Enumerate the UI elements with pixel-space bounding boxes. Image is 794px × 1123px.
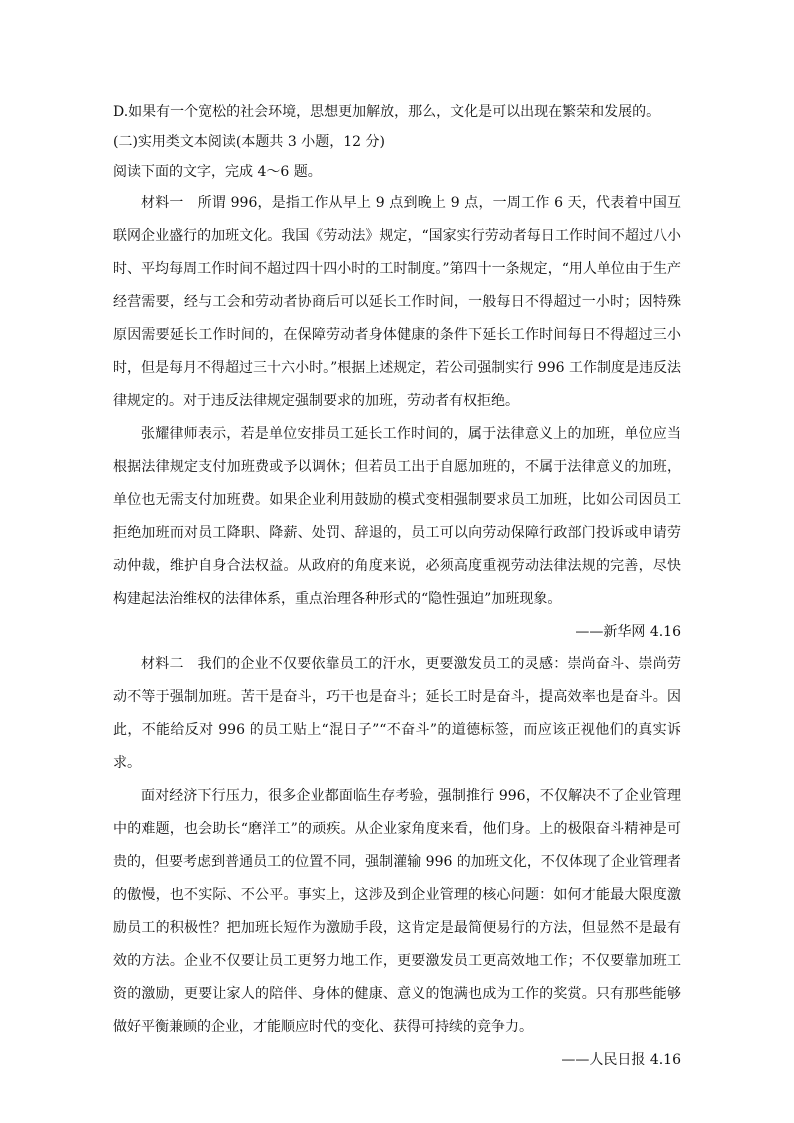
material1-source: ——新华网 4.16 <box>575 624 681 640</box>
material2-paragraph-2: 面对经济下行压力，很多企业都面临生存考验，强制推行 996，不仅解决不了企业管理中的难题，也会助长“磨洋工”的顽疾。从企业家角度来看，他们身。上的极限奋斗精神是可贵的，但要考虑到普通员工的位置不同，强制灌输 996 的加班文化，不仅体现了企业管理者的傲慢，也不实际、不公平。事实上，这涉及到企业管理的核心问题：如何才能最大限度激励员工的积极性？把加班长短作为激励手段，这肯定是最简便易行的方法，但显然不是最有效的方法。企业不仅要让员工更努力地工作，更要激发员工更高效地工作；不仅要靠加班工资的激励，更要让家人的陪伴、身体的健康、意义的饱满也成为工作的奖赏。只有那些能够做好平衡兼顾的企业，才能顺应时代的变化、获得可持续的竞争力。 <box>113 788 681 1035</box>
material2-paragraph-1 <box>113 648 681 780</box>
option-d: D.如果有一个宽松的社会环境，思想更加解放，那么，文化是可以出现在繁荣和发展的。 <box>113 104 661 120</box>
instruction: 阅读下面的文字，完成 4～6 题。 <box>113 164 322 180</box>
material1-paragraph-1-text: 所谓 996，是指工作从早上 9 点到晚上 9 点，一周工作 6 天，代表着中国互联网企业盛行的加班文化。我国《劳动法》规定，“国家实行劳动者每日工作时间不超过八小时、平均每周工作时间不超过四十四小时的工时制度。”第四十一条规定，“用人单位由于生产经营需要，经与工会和劳动者协商后可以延长工作时间，一般每日不得超过一小时；因特殊原因需要延长工作时间的，在保障劳动者身体健康的条件下延长工作时间每日不得超过三小时，但是每月不得超过三十六小时。”根据上述规定，若公司强制实行 996 工作制度是违反法律规定的。对于违反法律规定强制要求的加班，劳动者有权拒绝。 <box>113 195 682 409</box>
material2-paragraph-1-text: 我们的企业不仅要依靠员工的汗水，更要激发员工的灵感：崇尚奋斗、崇尚劳动不等于强制加班。苦干是奋斗，巧干也是奋斗；延长工时是奋斗，提高效率也是奋斗。因此，不能给反对 996 的员工贴上“混日子”“不奋斗”的道德标签，而应该正视他们的真实诉求。 <box>113 656 682 771</box>
document-page <box>113 97 681 1076</box>
section-heading: (二)实用类文本阅读(本题共 3 小题，12 分) <box>113 134 385 150</box>
material1-paragraph-1 <box>113 187 681 418</box>
material2-label: 材料二 <box>141 656 184 672</box>
material1-label: 材料一 <box>141 195 184 211</box>
material2-source: ——人民日报 4.16 <box>561 1052 681 1068</box>
material1-paragraph-2: 张耀律师表示，若是单位安排员工延长工作时间的，属于法律意义上的加班，单位应当根据法律规定支付加班费或予以调休；但若员工出于自愿加班的，不属于法律意义的加班，单位也无需支付加班费。如果企业利用鼓励的模式变相强制要求员工加班，比如公司因员工拒绝加班而对员工降职、降薪、处罚、辞退的，员工可以向劳动保障行政部门投诉或申请劳动仲裁，维护自身合法权益。从政府的角度来说，必须高度重视劳动法律法规的完善，尽快构建起法治维权的法律体系，重点治理各种形式的“隐性强迫”加班现象。 <box>113 426 681 607</box>
